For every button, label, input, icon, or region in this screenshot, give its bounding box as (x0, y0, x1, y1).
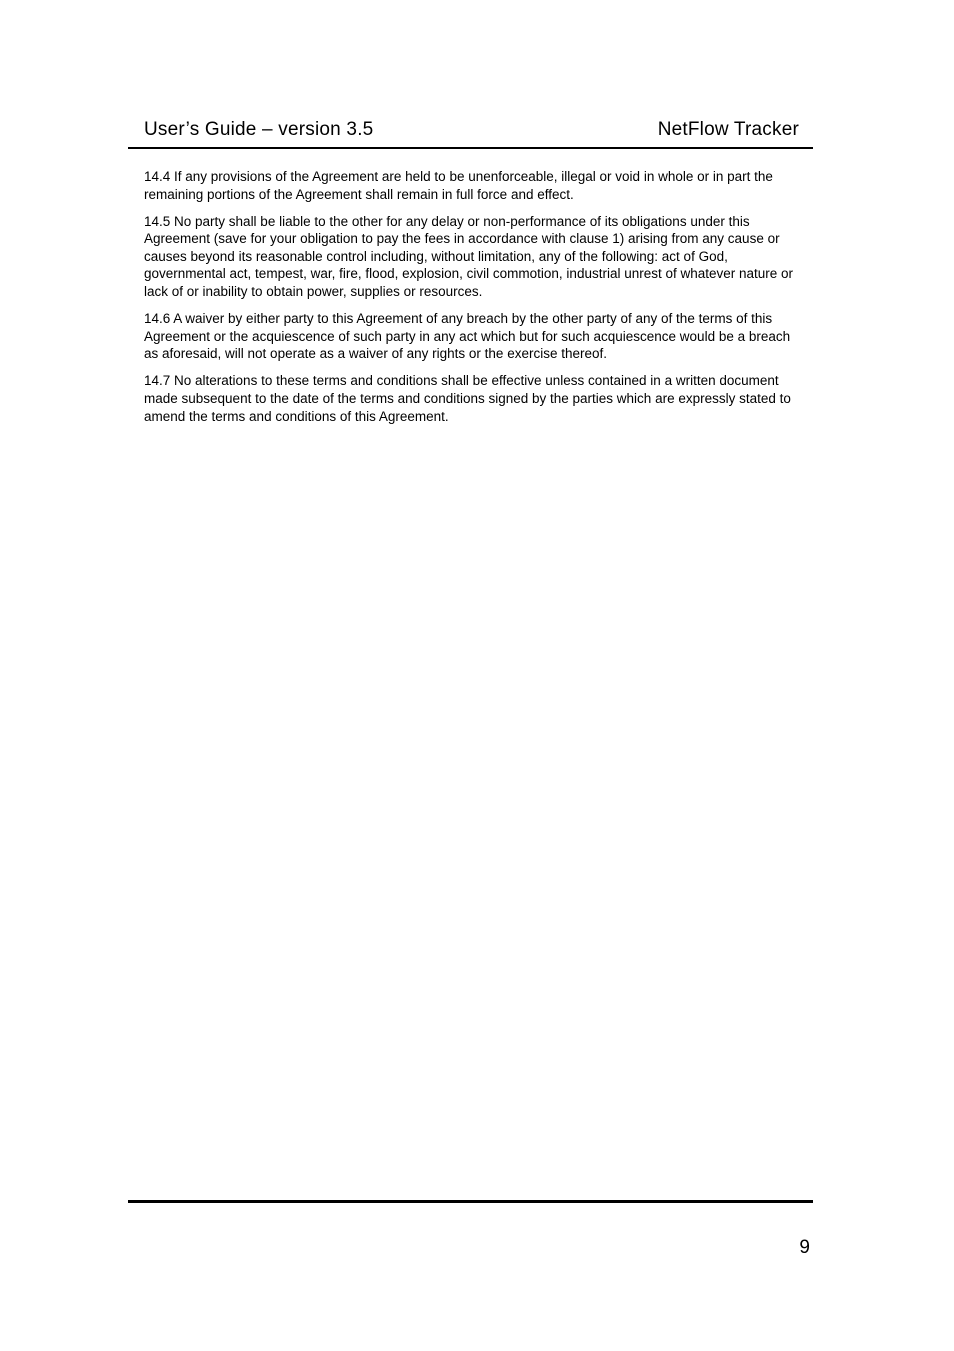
document-title: User’s Guide – version 3.5 (144, 119, 374, 140)
clause-14-4: 14.4 If any provisions of the Agreement are held to be unenforceable, illegal or void in whole or in part the remaining portions of the Agreement shall remain in full force and effect. (144, 169, 773, 202)
clause-14-5: 14.5 No party shall be liable to the other for any delay or non-performance of its obligations under this Agreement (save for your obligation to pay the fees in accordance with clause 1) arising from any cause or causes beyond its reasonable control including, without limitation, any of the following: act of God, governmental act, tempest, war, fire, flood, explosion, civil commotion, industrial unrest of whatever nature or lack of or inability to obtain power, supplies or resources. (144, 213, 794, 300)
clause-14-6: 14.6 A waiver by either party to this Agreement of any breach by the other party of any of the terms of this Agreement or the acquiescence of such party in any act which but for such acquiescence would be a breach as aforesaid, will not operate as a waiver of any rights or the exercise thereof. (144, 311, 791, 362)
clause-14-7: 14.7 No alterations to these terms and conditions shall be effective unless contained in a written document made subsequent to the date of the terms and conditions signed by the parties which are expressly stated to amend the terms and conditions of this Agreement. (144, 373, 791, 424)
page-header (128, 118, 813, 149)
page-number: 9 (799, 1237, 810, 1258)
page-content (144, 168, 806, 435)
footer-rule (128, 1200, 813, 1203)
product-name: NetFlow Tracker (657, 119, 799, 140)
